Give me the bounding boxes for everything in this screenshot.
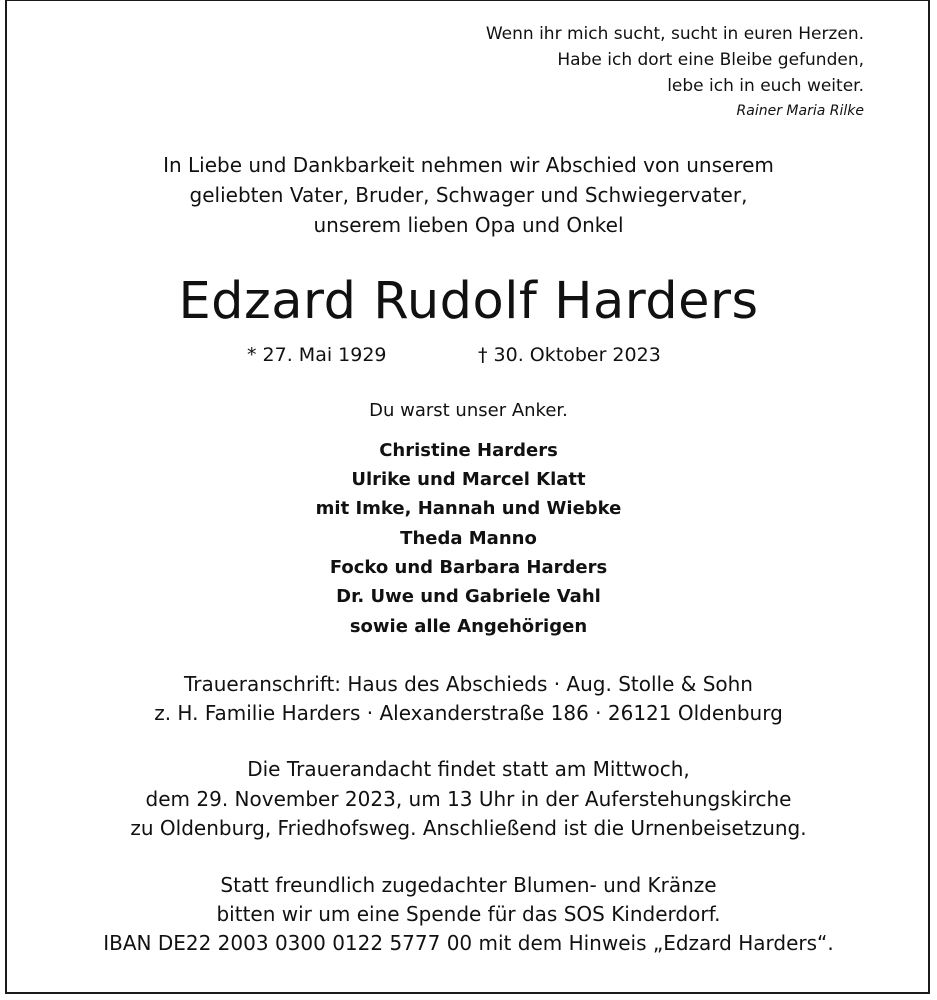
ceremony-line-2: dem 29. November 2023, um 13 Uhr in der Auferstehungskirche (145, 787, 792, 811)
ceremony-line-3: zu Oldenburg, Friedhofsweg. Anschließend ist die Urnenbeisetzung. (130, 816, 807, 840)
motto: Du warst unser Anker. (369, 400, 568, 421)
notice-border (5, 0, 930, 994)
deceased-name: Edzard Rudolf Harders (178, 272, 759, 331)
intro-line-2: geliebten Vater, Bruder, Schwager und Schwiegervater, (189, 183, 748, 207)
birth-date: * 27. Mai 1929 (247, 344, 387, 366)
mourner-line: Focko und Barbara Harders (329, 557, 608, 578)
mourner-line: Christine Harders (379, 440, 558, 461)
mourner-line: Ulrike und Marcel Klatt (351, 469, 586, 490)
mourner-line: sowie alle Angehörigen (349, 616, 588, 637)
donation-line-3: IBAN DE22 2003 0300 0122 5777 00 mit dem Hinweis „Edzard Harders“. (103, 931, 834, 955)
donation-line-1: Statt freundlich zugedachter Blumen- und Kränze (220, 873, 717, 897)
mourner-line: Dr. Uwe und Gabriele Vahl (336, 586, 601, 607)
poem-line-3: lebe ich in euch weiter. (667, 76, 864, 96)
poem-author: Rainer Maria Rilke (736, 103, 864, 119)
mourner-line: Theda Manno (400, 528, 537, 549)
intro-line-3: unserem lieben Opa und Onkel (313, 213, 624, 237)
death-date: † 30. Oktober 2023 (478, 344, 661, 366)
poem-line-2: Habe ich dort eine Bleibe gefunden, (557, 50, 864, 70)
mourner-line: mit Imke, Hannah und Wiebke (315, 498, 622, 519)
ceremony-line-1: Die Trauerandacht findet statt am Mittwoch, (247, 757, 690, 781)
address-line-1: Traueranschrift: Haus des Abschieds · Aug. Stolle & Sohn (184, 672, 753, 696)
address-line-2: z. H. Familie Harders · Alexanderstraße 186 · 26121 Oldenburg (154, 701, 783, 725)
intro-line-1: In Liebe und Dankbarkeit nehmen wir Abschied von unserem (163, 153, 774, 177)
donation-line-2: bitten wir um eine Spende für das SOS Kinderdorf. (216, 902, 721, 926)
poem-line-1: Wenn ihr mich sucht, sucht in euren Herzen. (485, 24, 864, 44)
